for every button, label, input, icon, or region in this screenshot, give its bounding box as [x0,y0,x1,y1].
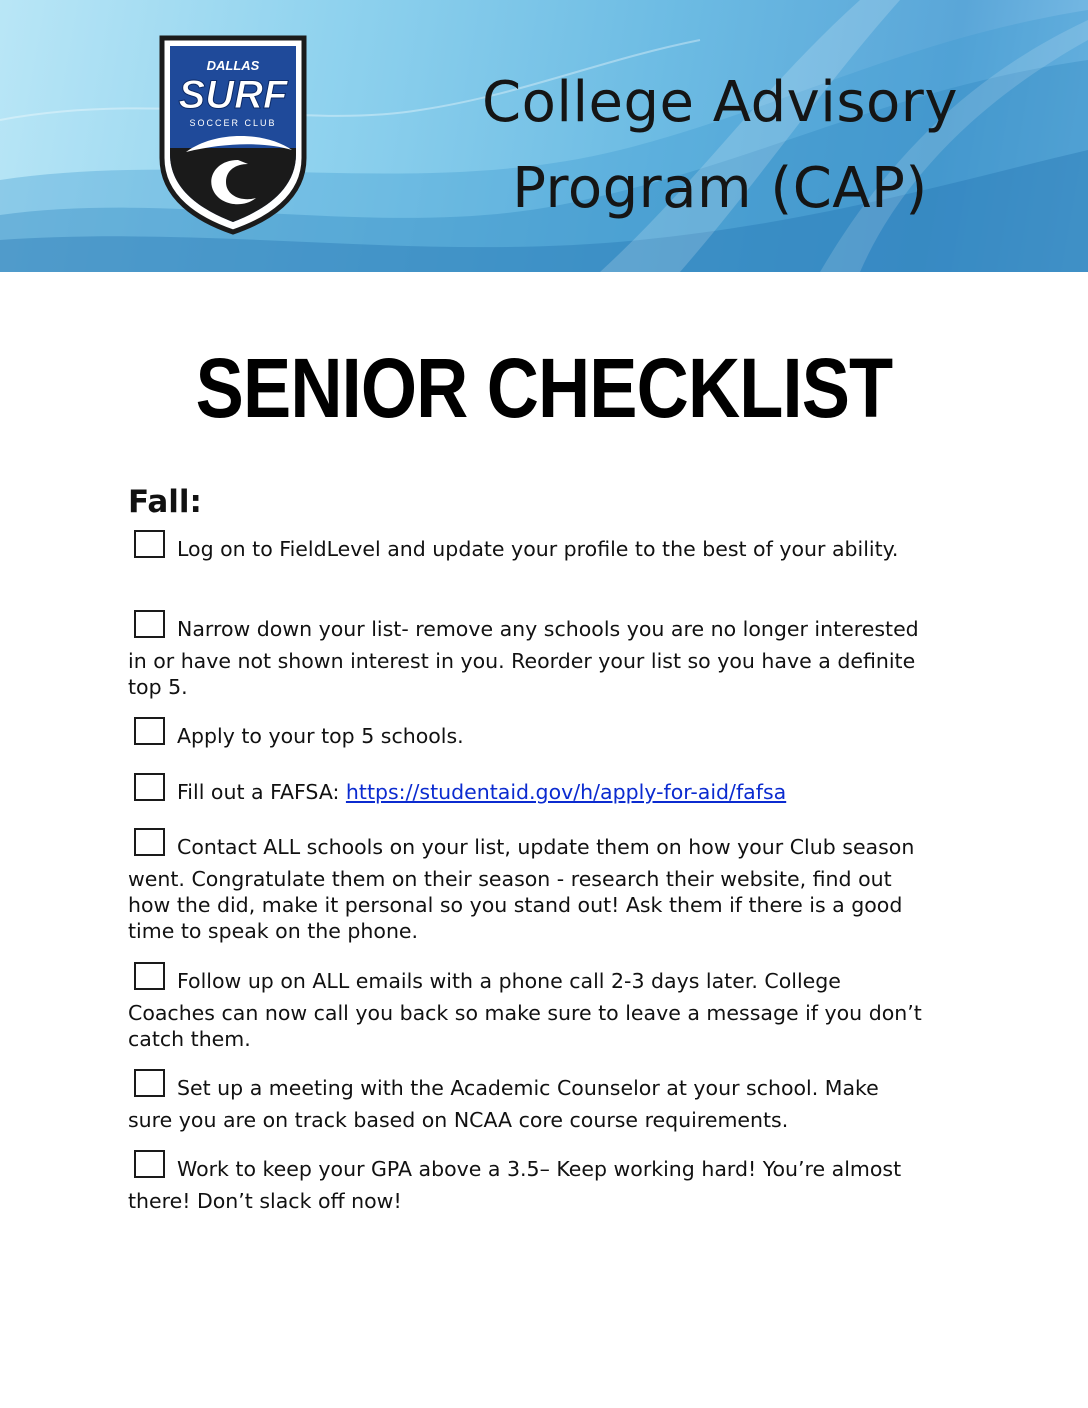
checklist-item-text: there! Don’t slack off now! [128,1189,402,1213]
checklist-item-text: Apply to your top 5 schools. [177,724,464,748]
page-title: SENIOR CHECKLIST [195,341,893,435]
checkbox[interactable] [134,962,165,990]
checklist-item-text: in or have not shown interest in you. Reorder your list so you have a definite [128,649,916,673]
checklist-item-text: catch them. [128,1027,251,1051]
checklist-item-text: sure you are on track based on NCAA core course requirements. [128,1108,789,1132]
checklist-item [128,530,968,562]
checklist-item [128,717,968,749]
program-title [440,60,1000,232]
checklist-item-text: Set up a meeting with the Academic Counselor at your school. Make [177,1076,879,1100]
checklist-item-text: time to speak on the phone. [128,919,419,943]
checkbox[interactable] [134,773,165,801]
checklist-item [128,610,968,700]
checklist-item-text: how the did, make it personal so you stand out! Ask them if there is a good [128,893,903,917]
checkbox[interactable] [134,1150,165,1178]
checkbox[interactable] [134,1069,165,1097]
checkbox[interactable] [134,530,165,558]
header-banner [0,0,1088,272]
checklist-item [128,1069,968,1133]
checklist-item-text: Coaches can now call you back so make sure to leave a message if you don’t [128,1001,922,1025]
checkbox[interactable] [134,828,165,856]
checklist-item-text: Contact ALL schools on your list, update them on how your Club season [177,835,915,859]
checklist-item-text: Follow up on ALL emails with a phone call 2-3 days later. College [177,969,841,993]
checklist-item-text: Fill out a FAFSA: [177,780,346,804]
logo-top-text: DALLAS [206,58,260,73]
checklist-item-text: went. Congratulate them on their season - research their website, find out [128,867,892,891]
checkbox[interactable] [134,717,165,745]
program-title-line-2: Program (CAP) [512,156,928,221]
dallas-surf-logo [156,30,310,236]
checklist-item-text: Narrow down your list- remove any schools you are no longer interested [177,617,919,641]
logo-sub-text: SOCCER CLUB [189,118,277,128]
checklist-item [128,828,968,944]
section-heading-fall: Fall: [128,484,202,520]
checkbox[interactable] [134,610,165,638]
fafsa-link[interactable]: https://studentaid.gov/h/apply-for-aid/fafsa [345,780,787,804]
checklist-item [128,773,968,805]
checklist-item-text: Work to keep your GPA above a 3.5– Keep working hard! You’re almost [177,1157,902,1181]
program-title-line-1: College Advisory [482,70,958,135]
checklist-item [128,962,968,1052]
checklist-item-text: top 5. [128,675,188,699]
checklist-item-text: Log on to FieldLevel and update your profile to the best of your ability. [177,537,899,561]
logo-main-text: SURF [178,73,288,117]
checklist-item [128,1150,968,1214]
